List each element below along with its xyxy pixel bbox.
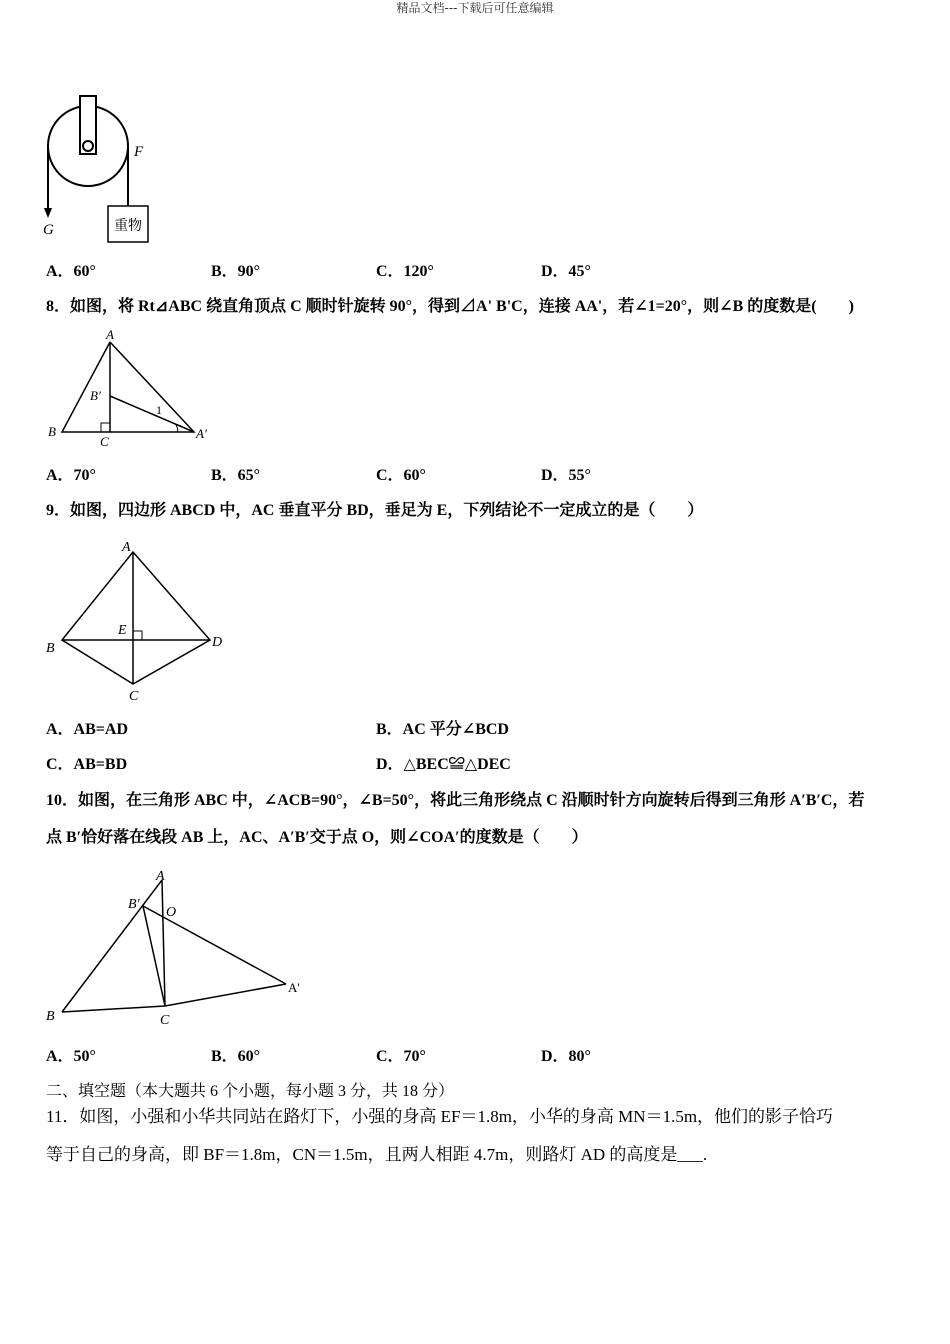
q10-label-o: O bbox=[166, 905, 177, 920]
q10-option-b: B．60° bbox=[211, 1048, 261, 1065]
q10-option-c: C．70° bbox=[376, 1048, 426, 1065]
q8-label-a: A bbox=[106, 327, 114, 342]
q9-stem: 9．如图，四边形 ABCD 中，AC 垂直平分 BD，垂足为 E，下列结论不一定成立的是（ ） bbox=[46, 502, 704, 519]
q10-option-d: D．80° bbox=[541, 1048, 591, 1065]
q7-option-c: C．120° bbox=[376, 263, 434, 280]
q9-label-d: D bbox=[212, 635, 223, 650]
q9-label-e: E bbox=[118, 623, 127, 638]
q8-label-aprime: A′ bbox=[196, 426, 207, 441]
q7-option-d: D．45° bbox=[541, 263, 591, 280]
label-g: G bbox=[43, 222, 54, 238]
q10-label-aprime: A' bbox=[288, 980, 300, 995]
q10-label-bprime: B′ bbox=[128, 897, 140, 912]
q8-figure bbox=[40, 328, 220, 450]
q9-option-d: D．△BEC≌△DEC bbox=[376, 756, 511, 773]
q11-line2: 等于自己的身高，即 BF＝1.8m，CN＝1.5m，且两人相距 4.7m，则路灯 AD 的高度是___. bbox=[46, 1145, 708, 1164]
q11-line1: 11．如图，小强和小华共同站在路灯下，小强的身高 EF＝1.8m，小华的身高 MN＝1.5m，他们的影子恰巧 bbox=[46, 1107, 834, 1126]
q8-option-d: D．55° bbox=[541, 467, 591, 484]
arrow-g bbox=[44, 208, 52, 218]
q8-label-b: B bbox=[48, 424, 56, 439]
q8-option-c: C．60° bbox=[376, 467, 426, 484]
q8-label-bprime: B′ bbox=[90, 388, 101, 403]
label-f: F bbox=[134, 144, 144, 160]
q8-option-a: A．70° bbox=[46, 467, 96, 484]
q10-option-a: A．50° bbox=[46, 1048, 96, 1065]
q9-option-a: A．AB=AD bbox=[46, 721, 129, 738]
q10-label-c: C bbox=[160, 1013, 170, 1028]
q8-label-1: 1 bbox=[156, 403, 162, 417]
weight-label: 重物 bbox=[114, 218, 142, 234]
q8-stem: 8．如图，将 Rt⊿ABC 绕直角顶点 C 顺时针旋转 90°，得到⊿A' B'C，连接 AA'，若∠1=20°，则∠B 的度数是( ) bbox=[46, 298, 854, 315]
q9-label-a: A bbox=[122, 540, 131, 555]
q8-option-b: B．65° bbox=[211, 467, 261, 484]
q9-figure bbox=[40, 536, 230, 704]
q10-label-a: A bbox=[156, 869, 165, 884]
q9-option-b: B．AC 平分∠BCD bbox=[376, 721, 509, 738]
q10-label-b: B bbox=[46, 1009, 55, 1024]
pulley-figure bbox=[38, 96, 158, 246]
q7-option-b: B．90° bbox=[211, 263, 261, 280]
q10-stem-line1: 10．如图，在三角形 ABC 中，∠ACB=90°，∠B=50°，将此三角形绕点 C 沿顺时针方向旋转后得到三角形 A′B′C，若 bbox=[46, 792, 865, 809]
q7-option-a: A．60° bbox=[46, 263, 96, 280]
q8-label-c: C bbox=[100, 434, 109, 449]
q9-label-c: C bbox=[129, 689, 139, 704]
q10-stem-line2: 点 B′恰好落在线段 AB 上，AC、A′B′交于点 O，则∠COA′的度数是（ ） bbox=[46, 829, 588, 846]
section-heading: 二、填空题（本大题共 6 个小题，每小题 3 分，共 18 分） bbox=[46, 1083, 455, 1100]
q10-figure bbox=[40, 866, 310, 1028]
q9-label-b: B bbox=[46, 641, 55, 656]
q9-option-c: C．AB=BD bbox=[46, 756, 128, 773]
page-header: 精品文档---下载后可任意编辑 bbox=[396, 1, 554, 15]
